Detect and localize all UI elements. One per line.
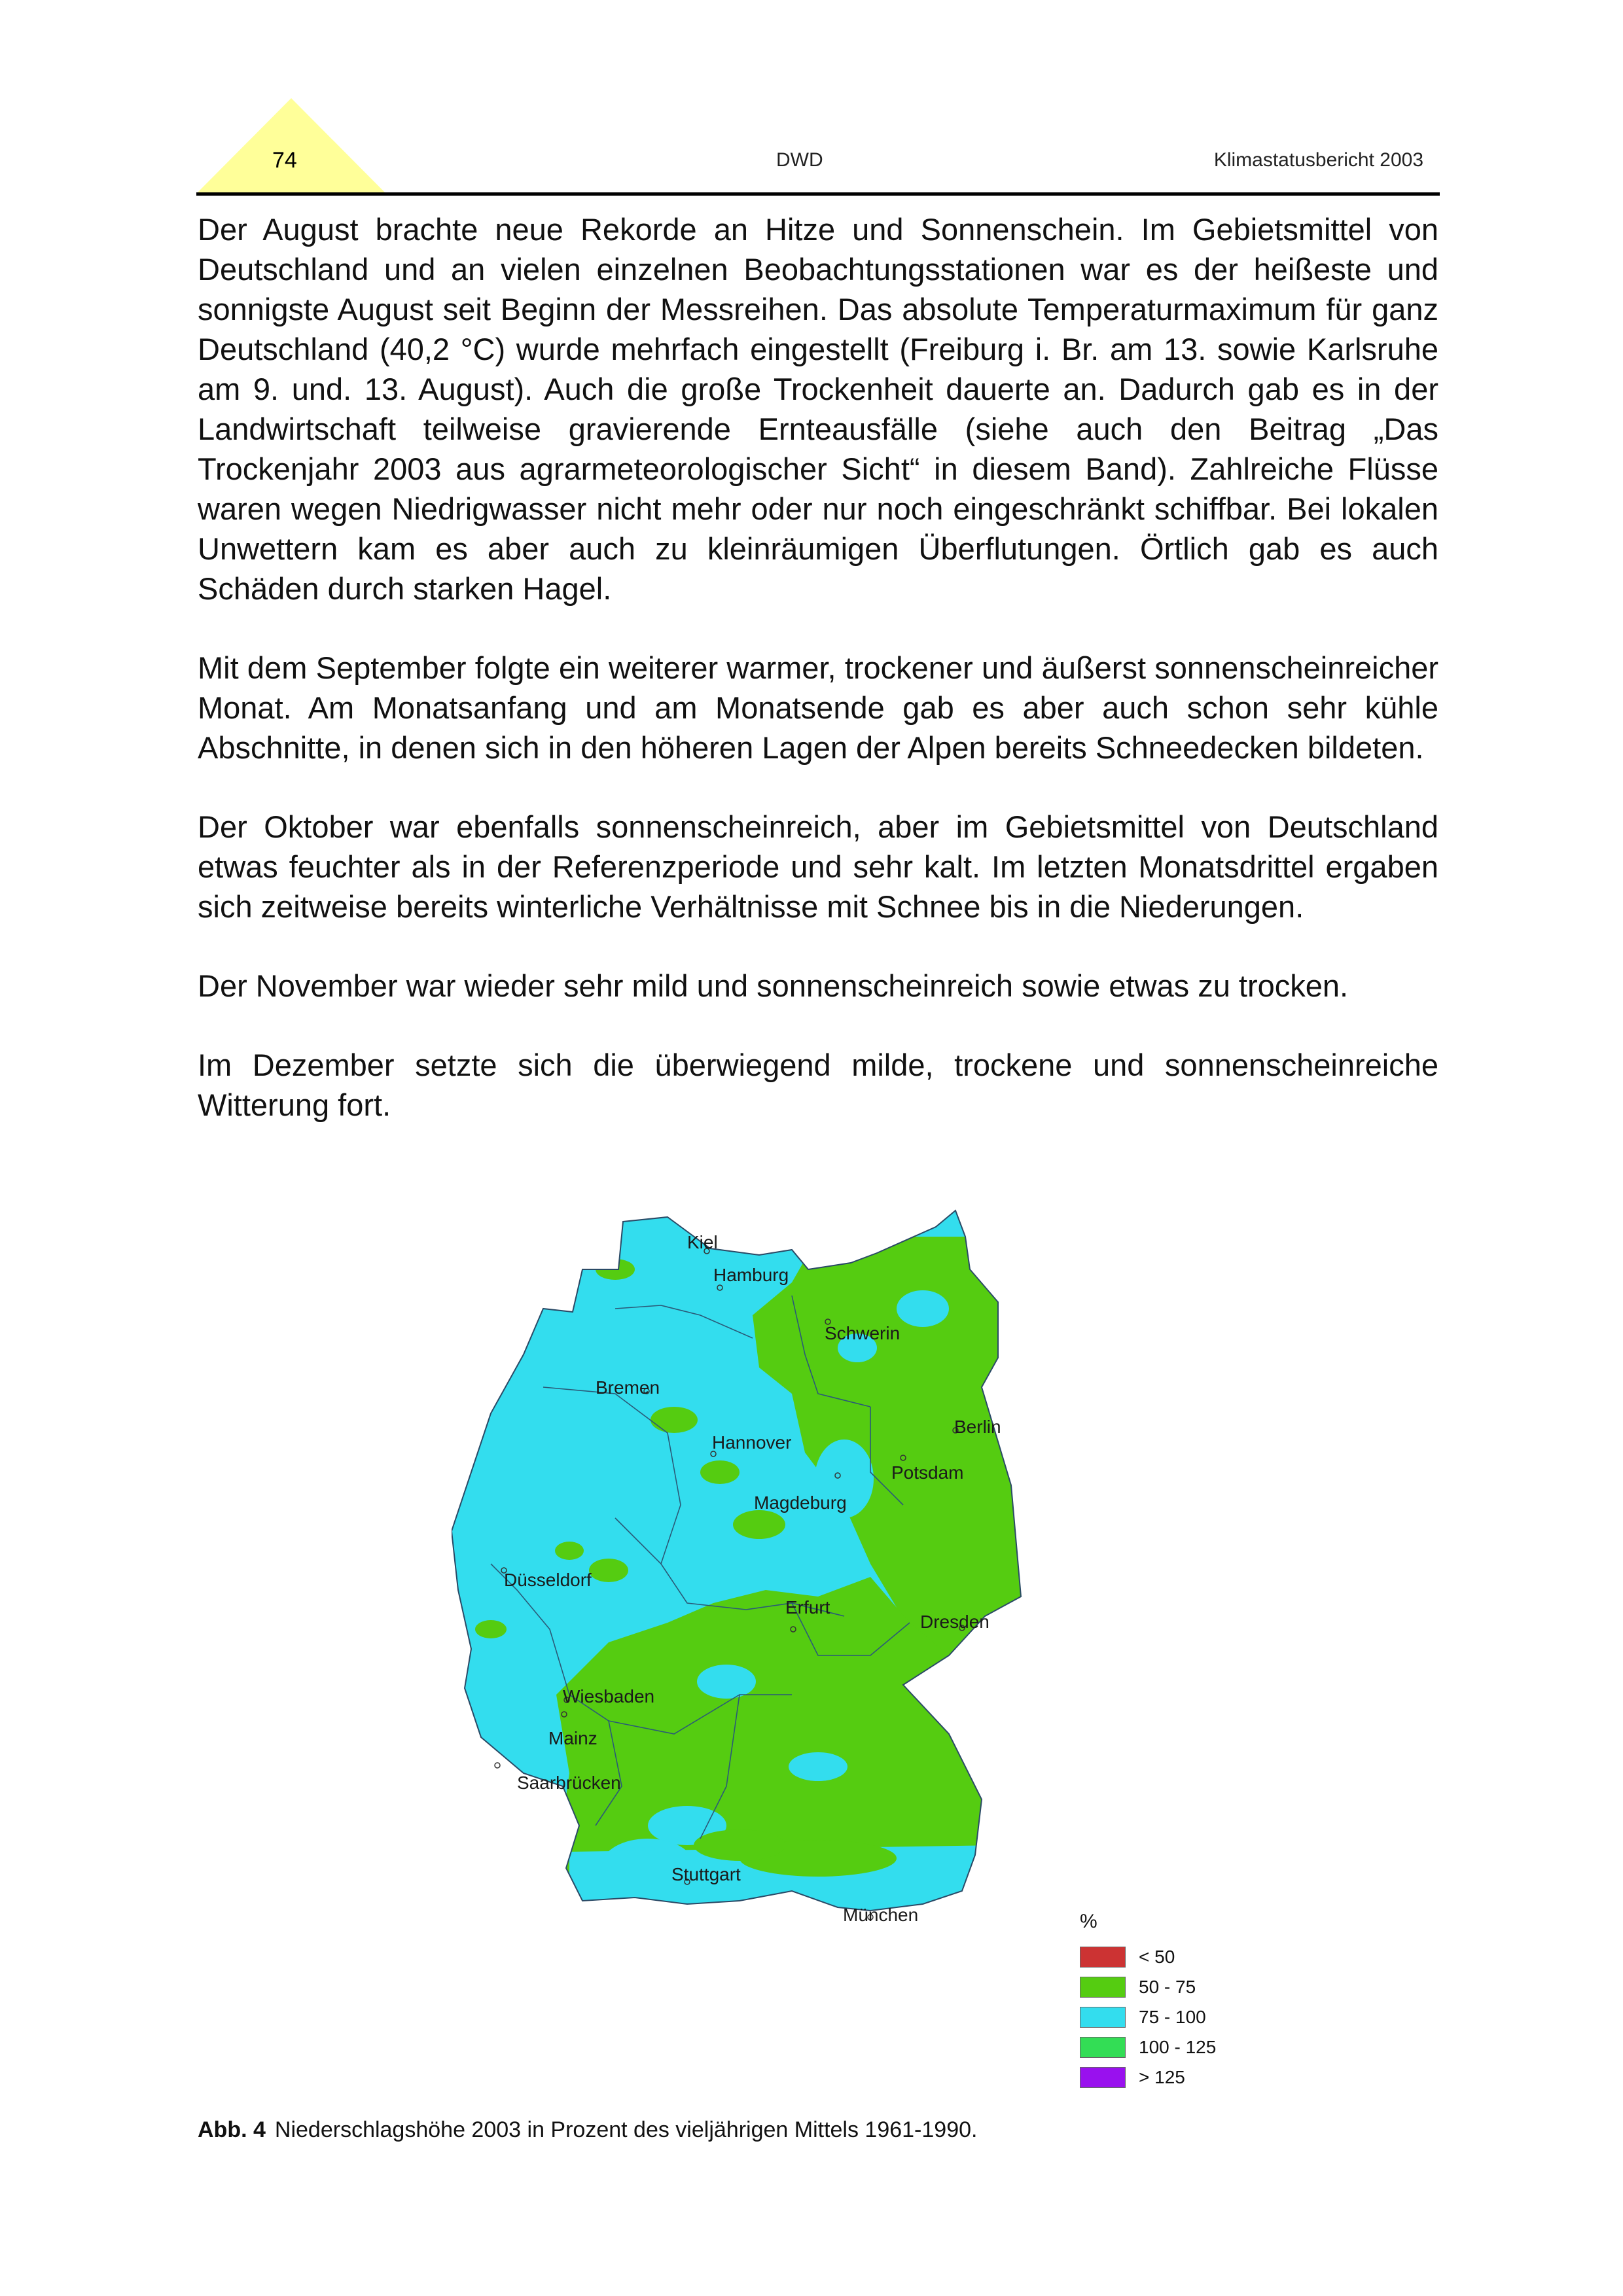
city-label-berlin: Berlin — [954, 1417, 1001, 1437]
legend-title: % — [1080, 1911, 1097, 1932]
city-label-stuttgart: Stuttgart — [671, 1864, 741, 1884]
header-triangle-decoration — [196, 98, 386, 194]
city-label-magdeburg: Magdeburg — [754, 1492, 847, 1513]
legend-item-lt50 — [1080, 1942, 1250, 1972]
city-label-erfurt: Erfurt — [785, 1597, 830, 1617]
city-label-kiel: Kiel — [687, 1232, 718, 1252]
paragraph-august: Der August brachte neue Rekorde an Hitze und Sonnenschein. Im Gebietsmittel von Deutschland und an vielen einzelnen Beobachtungsstationen war es der heißeste und sonnigste August seit Beginn der Messreihen. Das absolute Temperaturmaximum für ganz Deutschland (40,2 °C) wurde mehrfach eingestellt (Freiburg i. Br. am 13. sowie Karlsruhe am 9. und. 13. August). Auch die große Trockenheit dauerte an. Dadurch gab es in der Landwirtschaft teilweise gravierende Ernteausfälle (siehe auch den Beitrag „Das Trockenjahr 2003 aus agrarmeteorologischer Sicht“ in diesem Band). Zahlreiche Flüsse waren wegen Niedrigwasser nicht mehr oder nur noch eingeschränkt schiffbar. Bei lokalen Unwettern kam es aber auch zu kleinräumigen Überflutungen. Örtlich gab es auch Schäden durch starken Hagel. — [198, 212, 1438, 606]
city-marker-dresden — [920, 1612, 990, 1632]
legend-label-75-100: 75 - 100 — [1139, 2007, 1206, 2027]
city-marker-berlin — [953, 1417, 1001, 1437]
paragraph-october: Der Oktober war ebenfalls sonnenscheinreich, aber im Gebietsmittel von Deutschland etwas feuchter als in der Referenzperiode und sehr kalt. Im letzten Monatsdrittel ergaben sich zeitweise bereits winterliche Verhältnisse mit Schnee bis in die Niederungen. — [198, 809, 1438, 924]
city-label-muenchen: München — [843, 1905, 919, 1925]
legend-label-gt125: > 125 — [1139, 2067, 1185, 2087]
header-center-text: DWD — [776, 149, 823, 171]
map-legend — [1080, 1911, 1250, 2093]
header-rule — [196, 192, 1440, 196]
legend-item-100-125 — [1080, 2032, 1250, 2062]
legend-item-75-100 — [1080, 2002, 1250, 2032]
header-title: Klimastatusbericht 2003 — [1213, 149, 1423, 171]
city-marker-bremen — [596, 1377, 660, 1398]
legend-label-100-125: 100 - 125 — [1139, 2037, 1217, 2057]
city-marker-stuttgart — [671, 1864, 741, 1884]
legend-swatch-50-75 — [1080, 1977, 1126, 1998]
paragraph-december: Im Dezember setzte sich die überwiegend milde, trockene und sonnenscheinreiche Witterung fort. — [198, 1048, 1438, 1122]
city-label-wiesbaden: Wiesbaden — [563, 1686, 655, 1706]
page-number: 74 — [272, 148, 297, 173]
city-label-schwerin: Schwerin — [825, 1323, 901, 1343]
city-label-bremen: Bremen — [596, 1377, 660, 1398]
city-label-saarbruecken: Saarbrücken — [517, 1773, 621, 1793]
city-label-mainz: Mainz — [548, 1728, 597, 1748]
legend-item-50-75 — [1080, 1972, 1250, 2002]
city-label-dresden: Dresden — [920, 1612, 990, 1632]
city-label-hannover: Hannover — [712, 1432, 792, 1453]
city-marker-kiel — [687, 1232, 718, 1254]
city-marker-schwerin — [825, 1319, 900, 1343]
figure-caption — [198, 2117, 977, 2143]
city-label-hamburg: Hamburg — [713, 1265, 789, 1285]
city-label-potsdam: Potsdam — [891, 1462, 964, 1483]
body-text — [198, 209, 1438, 1125]
paragraph-september: Mit dem September folgte ein weiterer warmer, trockener und äußerst sonnenscheinreicher Monat. Am Monatsanfang und am Monatsende gab es aber auch schon sehr kühle Abschnitte, in denen sich in den höheren Lagen der Alpen bereits Schneedecken bildeten. — [198, 650, 1438, 765]
legend-label-50-75: 50 - 75 — [1139, 1977, 1196, 1997]
legend-swatch-100-125 — [1080, 2037, 1126, 2058]
legend-swatch-lt50 — [1080, 1947, 1126, 1968]
legend-item-gt125 — [1080, 2062, 1250, 2093]
city-marker-muenchen — [843, 1905, 918, 1925]
city-marker-wiesbaden — [563, 1686, 654, 1706]
legend-label-lt50: < 50 — [1139, 1947, 1175, 1967]
paragraph-november: Der November war wieder sehr mild und sonnenscheinreich sowie etwas zu trocken. — [198, 968, 1349, 1003]
city-marker-duesseldorf — [501, 1568, 592, 1590]
caption-label: Abb. 4 — [198, 2117, 266, 2142]
legend-swatch-gt125 — [1080, 2067, 1126, 2088]
caption-text: Niederschlagshöhe 2003 in Prozent des vieljährigen Mittels 1961-1990. — [274, 2117, 978, 2142]
legend-swatch-75-100 — [1080, 2007, 1126, 2028]
city-label-duesseldorf: Düsseldorf — [504, 1570, 592, 1590]
